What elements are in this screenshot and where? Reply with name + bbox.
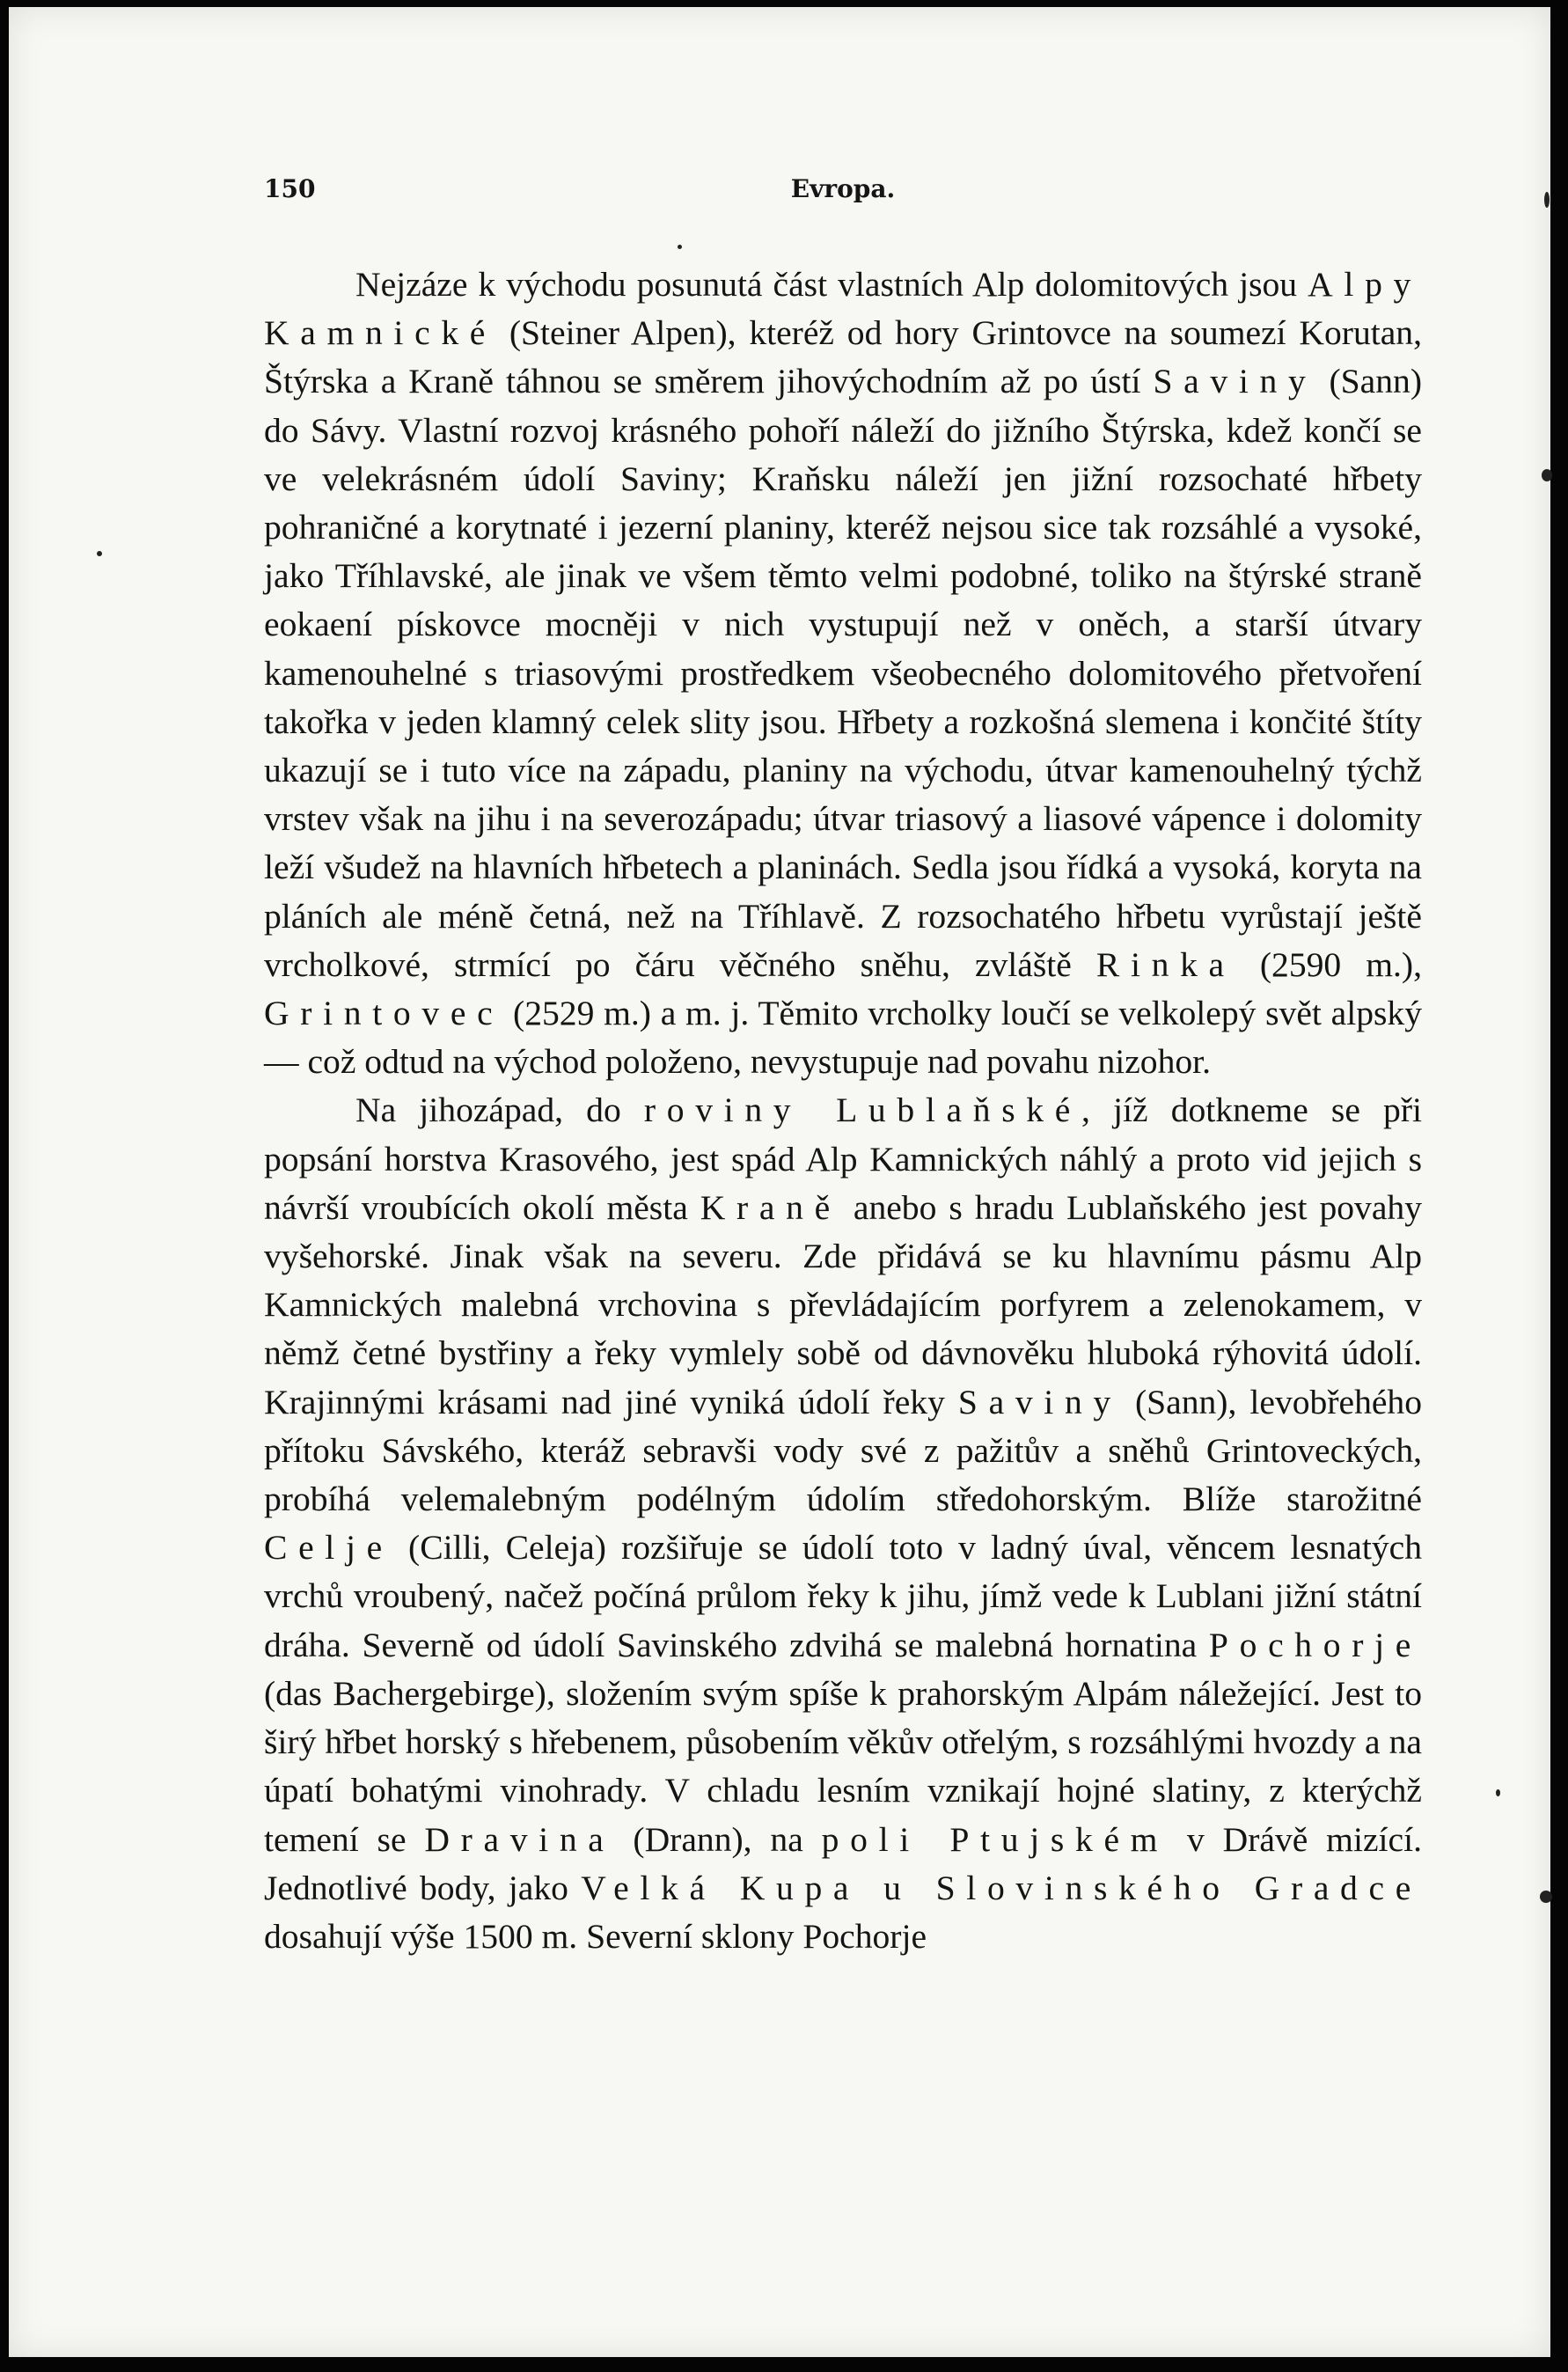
text-run: (Cilli, Celeja) rozšiřuje se údolí toto v ladný úval, věncem lesnatých vrchů vroubený, načež počíná průlom řeky k jihu, jímž vede k Lublani jižní státní dráha. Severně od údolí Savinského zdvihá se malebná hornatina [264,1528,1422,1664]
scan-speck [97,551,102,556]
body-text [264,261,1422,1961]
paragraph [264,261,1422,1086]
spaced-term: Alpy Kamnické [264,265,1422,353]
running-head: Evropa. [790,174,896,203]
page-number: 150 [264,174,316,203]
spaced-term: Celje [264,1528,393,1568]
spaced-term: roviny Lublaňské [643,1091,1081,1130]
text-run: (2590 m.), [1235,944,1422,984]
text-run: dosahují výše 1500 m. Severní sklony Pochorje [264,1916,927,1956]
spaced-term: Grintovec [264,994,504,1033]
text-run: (Drann), na [614,1819,822,1859]
text-run: (das Bachergebirge), složením svým spíše k prahorským Alpám náležející. Jest to širý hřbet horský s hřebenem, působením věkův otřelým, s rozsáhlými hvozdy a na úpatí bohatými vinohrady. V chladu lesním vznikají hojné slatiny, z kterýchž temení se [264,1673,1422,1859]
scan-speck [678,245,682,249]
scan-speck [1544,192,1550,208]
paragraph [264,1086,1422,1961]
text-run: (2529 m.) a m. j. Těmito vrcholky loučí se velkolepý svět alpský — což odtud na východ položeno, nevystupuje nad povahu nizohor. [264,994,1422,1082]
text-run: (Steiner Alpen), kteréž od hory Grintovce na soumezí Korutan, Štýrska a Kraně táhnou se směrem jihovýchodním až po ústí [264,313,1422,401]
spaced-term: Rinka [1095,944,1235,984]
scan-speck [1542,469,1552,481]
scan-speck [1496,1789,1500,1796]
spaced-term: Kraně [700,1187,841,1227]
text-run: Nejzáze k východu posunutá část vlastních Alp dolomitových jsou [355,265,1308,304]
text-run: (Sann), levobřehého přítoku Sávského, kteráž sebravši vody své z pažitův a sněhů Grintoveckých, probíhá velemalebným podélným údolím středohorským. Blíže starožitné [264,1382,1423,1519]
text-run: (Sann) do Sávy. Vlastní rozvoj krásného pohoří náleží do jižního Štýrska, kdež končí se ve velekrásném údolí Saviny; Kraňsku náleží jen jižní rozsochaté hřbety pohraničné a korytnaté i jezerní planiny, kteréž nejsou sice tak rozsáhlé a vysoké, jako Tříhlavské, ale jinak ve všem těmto velmi podobné, toliko na štýrské straně eokaení pískovce mocněji v nich vystupují než v oněch, a starší útvary kamenouhelné s triasovými prostředkem všeobecného dolomitového přetvoření takořka v jeden klamný celek slity jsou. Hřbety a rozkošná slemena i končité štíty ukazují se i tuto více na západu, planiny na východu, útvar kamenouhelný týchž vrstev však na jihu i na severozápadu; útvar triasový a liasové vápence i dolomity leží všudež na hlavních hřbetech a planinách. Sedla jsou řídká a vysoká, koryta na pláních ale méně četná, než na Tříhlavě. Z rozsochatého hřbetu vyrůstají ještě vrcholkové, strmící po čáru věčného sněhu, zvláště [264,362,1422,984]
text-run: anebo s hradu Lublaňského jest povahy vyšehorské. Jinak však na severu. Zde přidává se ku hlavnímu pásmu Alp Kamnických malebná vrchovina s převládajícím porfyrem a zelenokamem, v němž četné bystřiny a řeky vymlely sobě od dávnověku hluboká rýhovitá údolí. Krajinnými krásami nad jiné vyniká údolí řeky [264,1187,1422,1421]
spaced-term: Pochorje [1208,1625,1422,1664]
scan-speck [1540,1891,1552,1903]
text-run: , jíž dotkneme se při popsání horstva Krasového, jest spád Alp Kamnických náhlý a proto vid jejich s návrší vroubících okolí města [264,1091,1422,1227]
spaced-term: Velká Kupa u Slovinského Gradce [581,1868,1423,1907]
spaced-term: Dravina [424,1819,615,1859]
page-header [264,174,1422,209]
spaced-term: Saviny [1153,362,1317,401]
spaced-term: poli Ptujském [821,1819,1169,1859]
text-run: Na jihozápad, do [355,1091,644,1130]
text-run: v Drávě mizící. Jednotlivé body, jako [264,1819,1422,1907]
spaced-term: Saviny [957,1382,1122,1421]
